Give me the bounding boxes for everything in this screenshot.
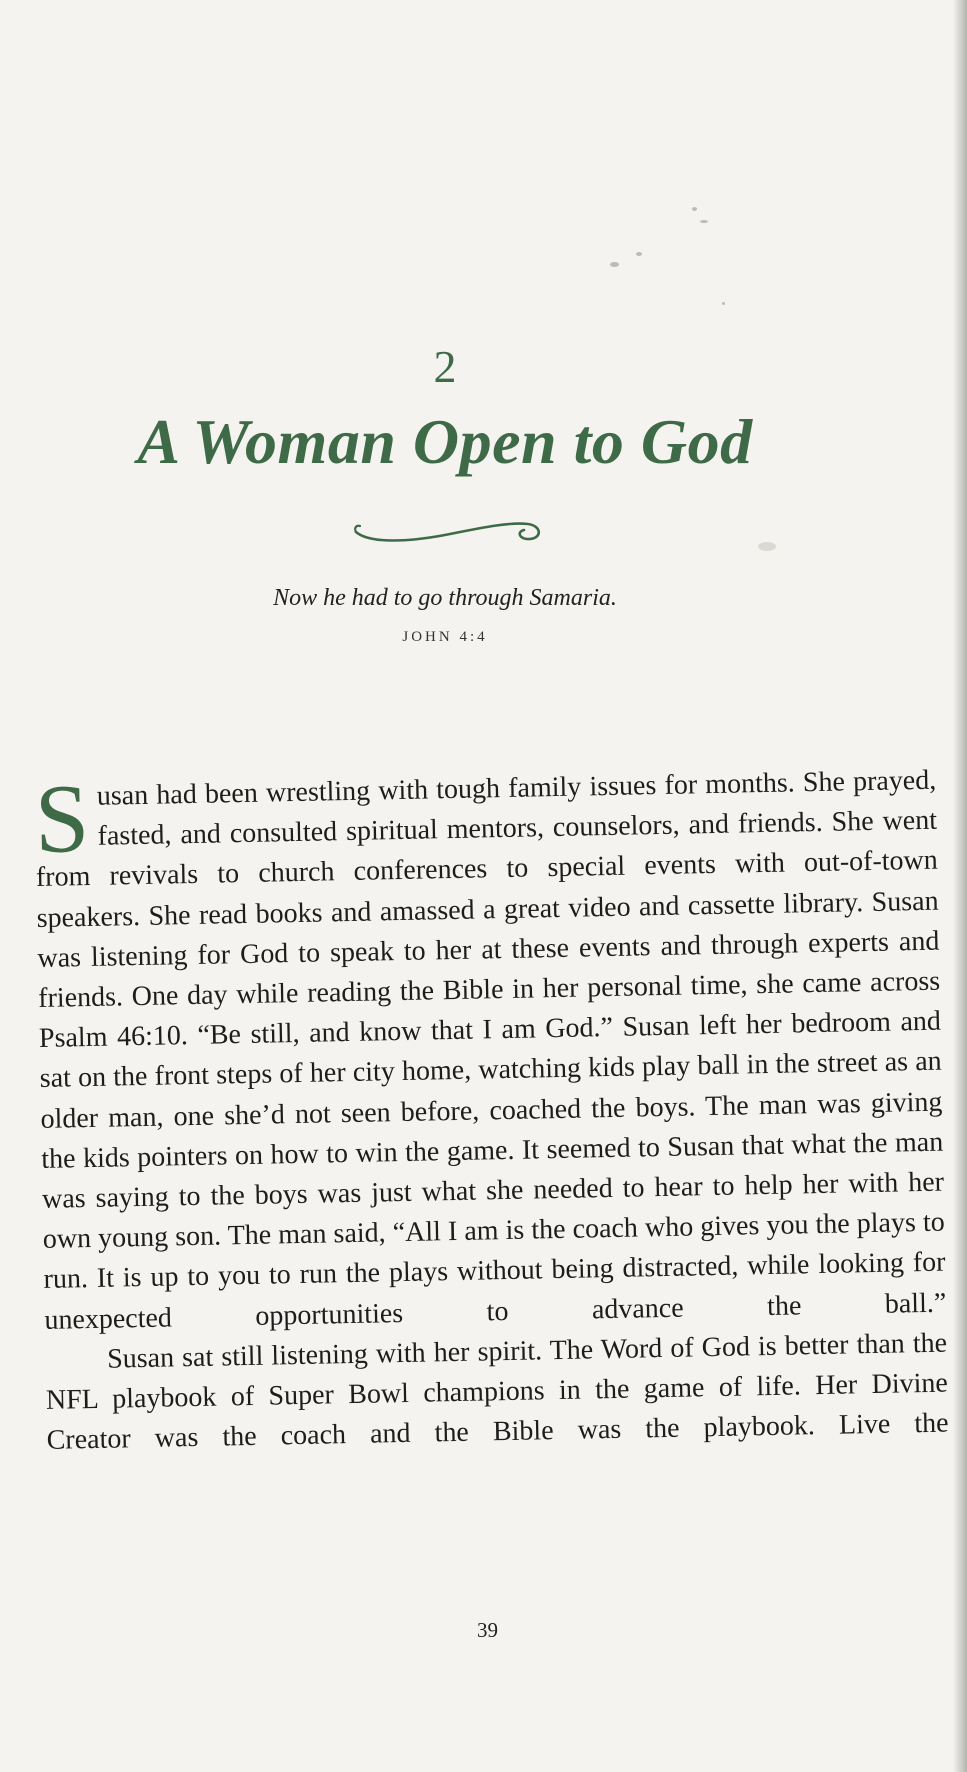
drop-cap: S — [33, 764, 91, 874]
paragraph-text: usan had been wrestling with tough family issues for months. She prayed, fasted, and consulted spiritual mentors, counselors, and friends. She went from revivals to church conferences to special events with out-of-town speakers. She read books and amassed a great video and cassette library. Susan was listening for God to speak to her at these events and through experts and friends. One day while reading the Bible in her personal time, she came across Psalm 46:10. “Be still, and know that I am God.” Susan left her bedroom and sat on the front steps of her city home, watching kids play ball in the street as an older man, one she’d not seen before, coached the boys. The man was giving the kids pointers on how to win the game. It seemed to Susan that what the man was saying to the boys was just what she needed to hear to help her with her own young son. The man said, “All I am is the coach who gives you the plays to run. It is up to you to run the plays without being distracted, while looking for unexpected opportunities to advance the ball.” — [35, 764, 947, 1336]
chapter-body — [34, 761, 949, 1462]
print-speck — [636, 252, 642, 256]
print-speck — [722, 302, 725, 305]
print-speck — [610, 262, 619, 267]
print-speck — [700, 220, 708, 223]
flourish-ornament — [350, 508, 550, 548]
chapter-number: 2 — [433, 341, 457, 392]
epigraph-quote: Now he had to go through Samaria. — [273, 585, 617, 611]
paragraph-text: Susan sat still listening with her spirit. The Word of God is better than the NFL playbook of Super Bowl champions in the game of life. Her Divine Creator was the coach and the Bible was the playbook. Live the — [45, 1327, 949, 1457]
print-speck — [692, 207, 697, 211]
body-paragraph — [45, 1323, 949, 1461]
print-speck — [758, 542, 776, 551]
page-number: 39 — [477, 1618, 498, 1642]
epigraph-source: JOHN 4:4 — [402, 629, 488, 645]
chapter-title: A Woman Open to God — [137, 406, 753, 477]
body-paragraph — [34, 761, 947, 1341]
